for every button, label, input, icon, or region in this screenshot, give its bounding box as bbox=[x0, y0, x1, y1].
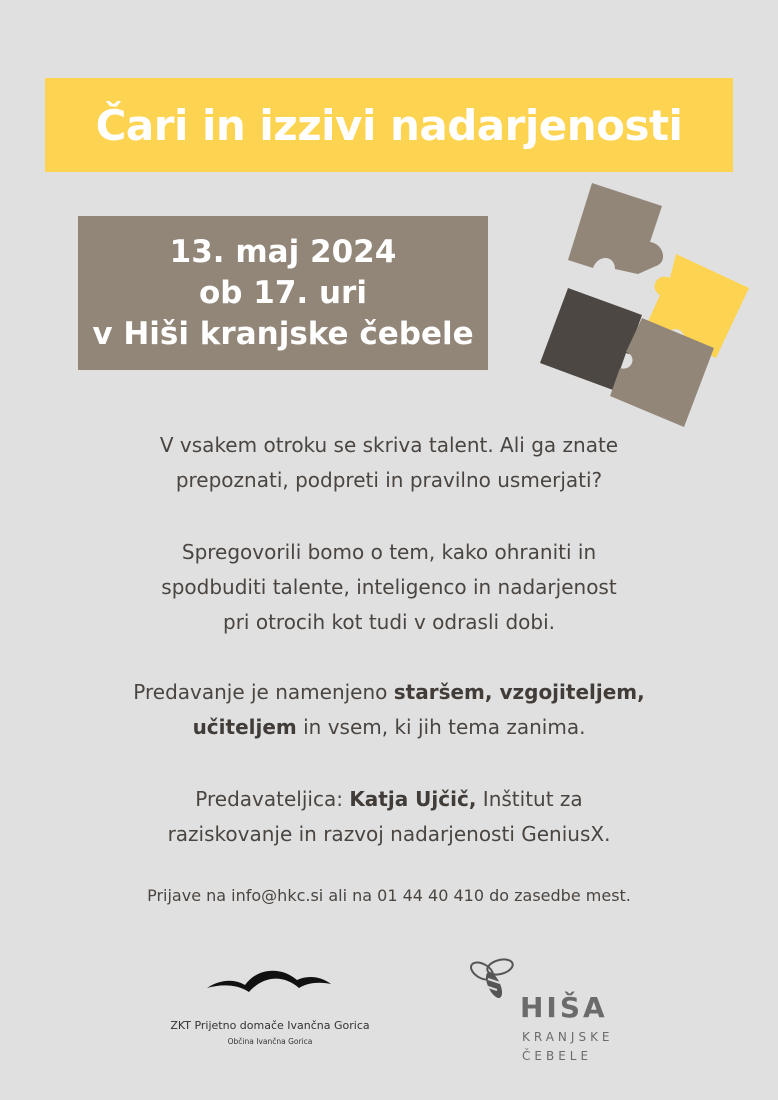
audience-paragraph bbox=[60, 675, 718, 745]
audience-bold-2: učiteljem bbox=[192, 715, 297, 739]
hisa-logo-line-2: ČEBELE bbox=[522, 1049, 593, 1063]
event-date: 13. maj 2024 bbox=[169, 233, 397, 270]
event-time: ob 17. uri bbox=[199, 274, 367, 311]
intro-line-2: prepoznati, podpreti in pravilno usmerjati? bbox=[175, 468, 603, 492]
zkt-logo-wave-icon bbox=[205, 964, 333, 1000]
audience-text-2: in vsem, ki jih tema zanima. bbox=[296, 715, 586, 739]
zkt-logo-subtitle: Občina Ivančna Gorica bbox=[227, 1037, 313, 1046]
lecturer-paragraph bbox=[60, 782, 718, 852]
title-banner bbox=[45, 78, 733, 172]
topic-paragraph bbox=[60, 535, 718, 640]
topic-line-1: Spregovorili bomo o tem, kako ohraniti in bbox=[181, 540, 597, 564]
lecturer-line-1 bbox=[60, 782, 718, 817]
signup-info: Prijave na info@hkc.si ali na 01 44 40 410 do zasedbe mest. bbox=[147, 886, 631, 905]
page-title: Čari in izzivi nadarjenosti bbox=[95, 100, 683, 150]
audience-line-1 bbox=[60, 675, 718, 710]
bee-logo-icon bbox=[468, 955, 518, 1005]
audience-line-2 bbox=[60, 710, 718, 745]
lecturer-name: Katja Ujčič, bbox=[349, 787, 477, 811]
hisa-logo-line-1: KRANJSKE bbox=[522, 1030, 614, 1044]
topic-line-2: spodbuditi talente, inteligenco in nadarjenost bbox=[161, 575, 617, 599]
event-info-box bbox=[78, 216, 488, 370]
event-location: v Hiši kranjske čebele bbox=[92, 315, 474, 352]
topic-line-3: pri otrocih kot tudi v odrasli dobi. bbox=[223, 610, 555, 634]
intro-line-1: V vsakem otroku se skriva talent. Ali ga znate bbox=[159, 433, 619, 457]
zkt-logo-name: ZKT Prijetno domače Ivančna Gorica bbox=[170, 1019, 370, 1032]
puzzle-pieces-icon bbox=[538, 178, 752, 430]
audience-bold-1: staršem, vzgojiteljem, bbox=[393, 680, 645, 704]
puzzle-piece-top bbox=[568, 183, 663, 274]
intro-paragraph bbox=[60, 428, 718, 498]
audience-text: Predavanje je namenjeno bbox=[133, 680, 394, 704]
hisa-logo-word: HIŠA bbox=[520, 991, 608, 1024]
lecturer-line-2: raziskovanje in razvoj nadarjenosti GeniusX. bbox=[167, 822, 611, 846]
lecturer-institute: Inštitut za bbox=[476, 787, 583, 811]
lecturer-label: Predavateljica: bbox=[195, 787, 350, 811]
